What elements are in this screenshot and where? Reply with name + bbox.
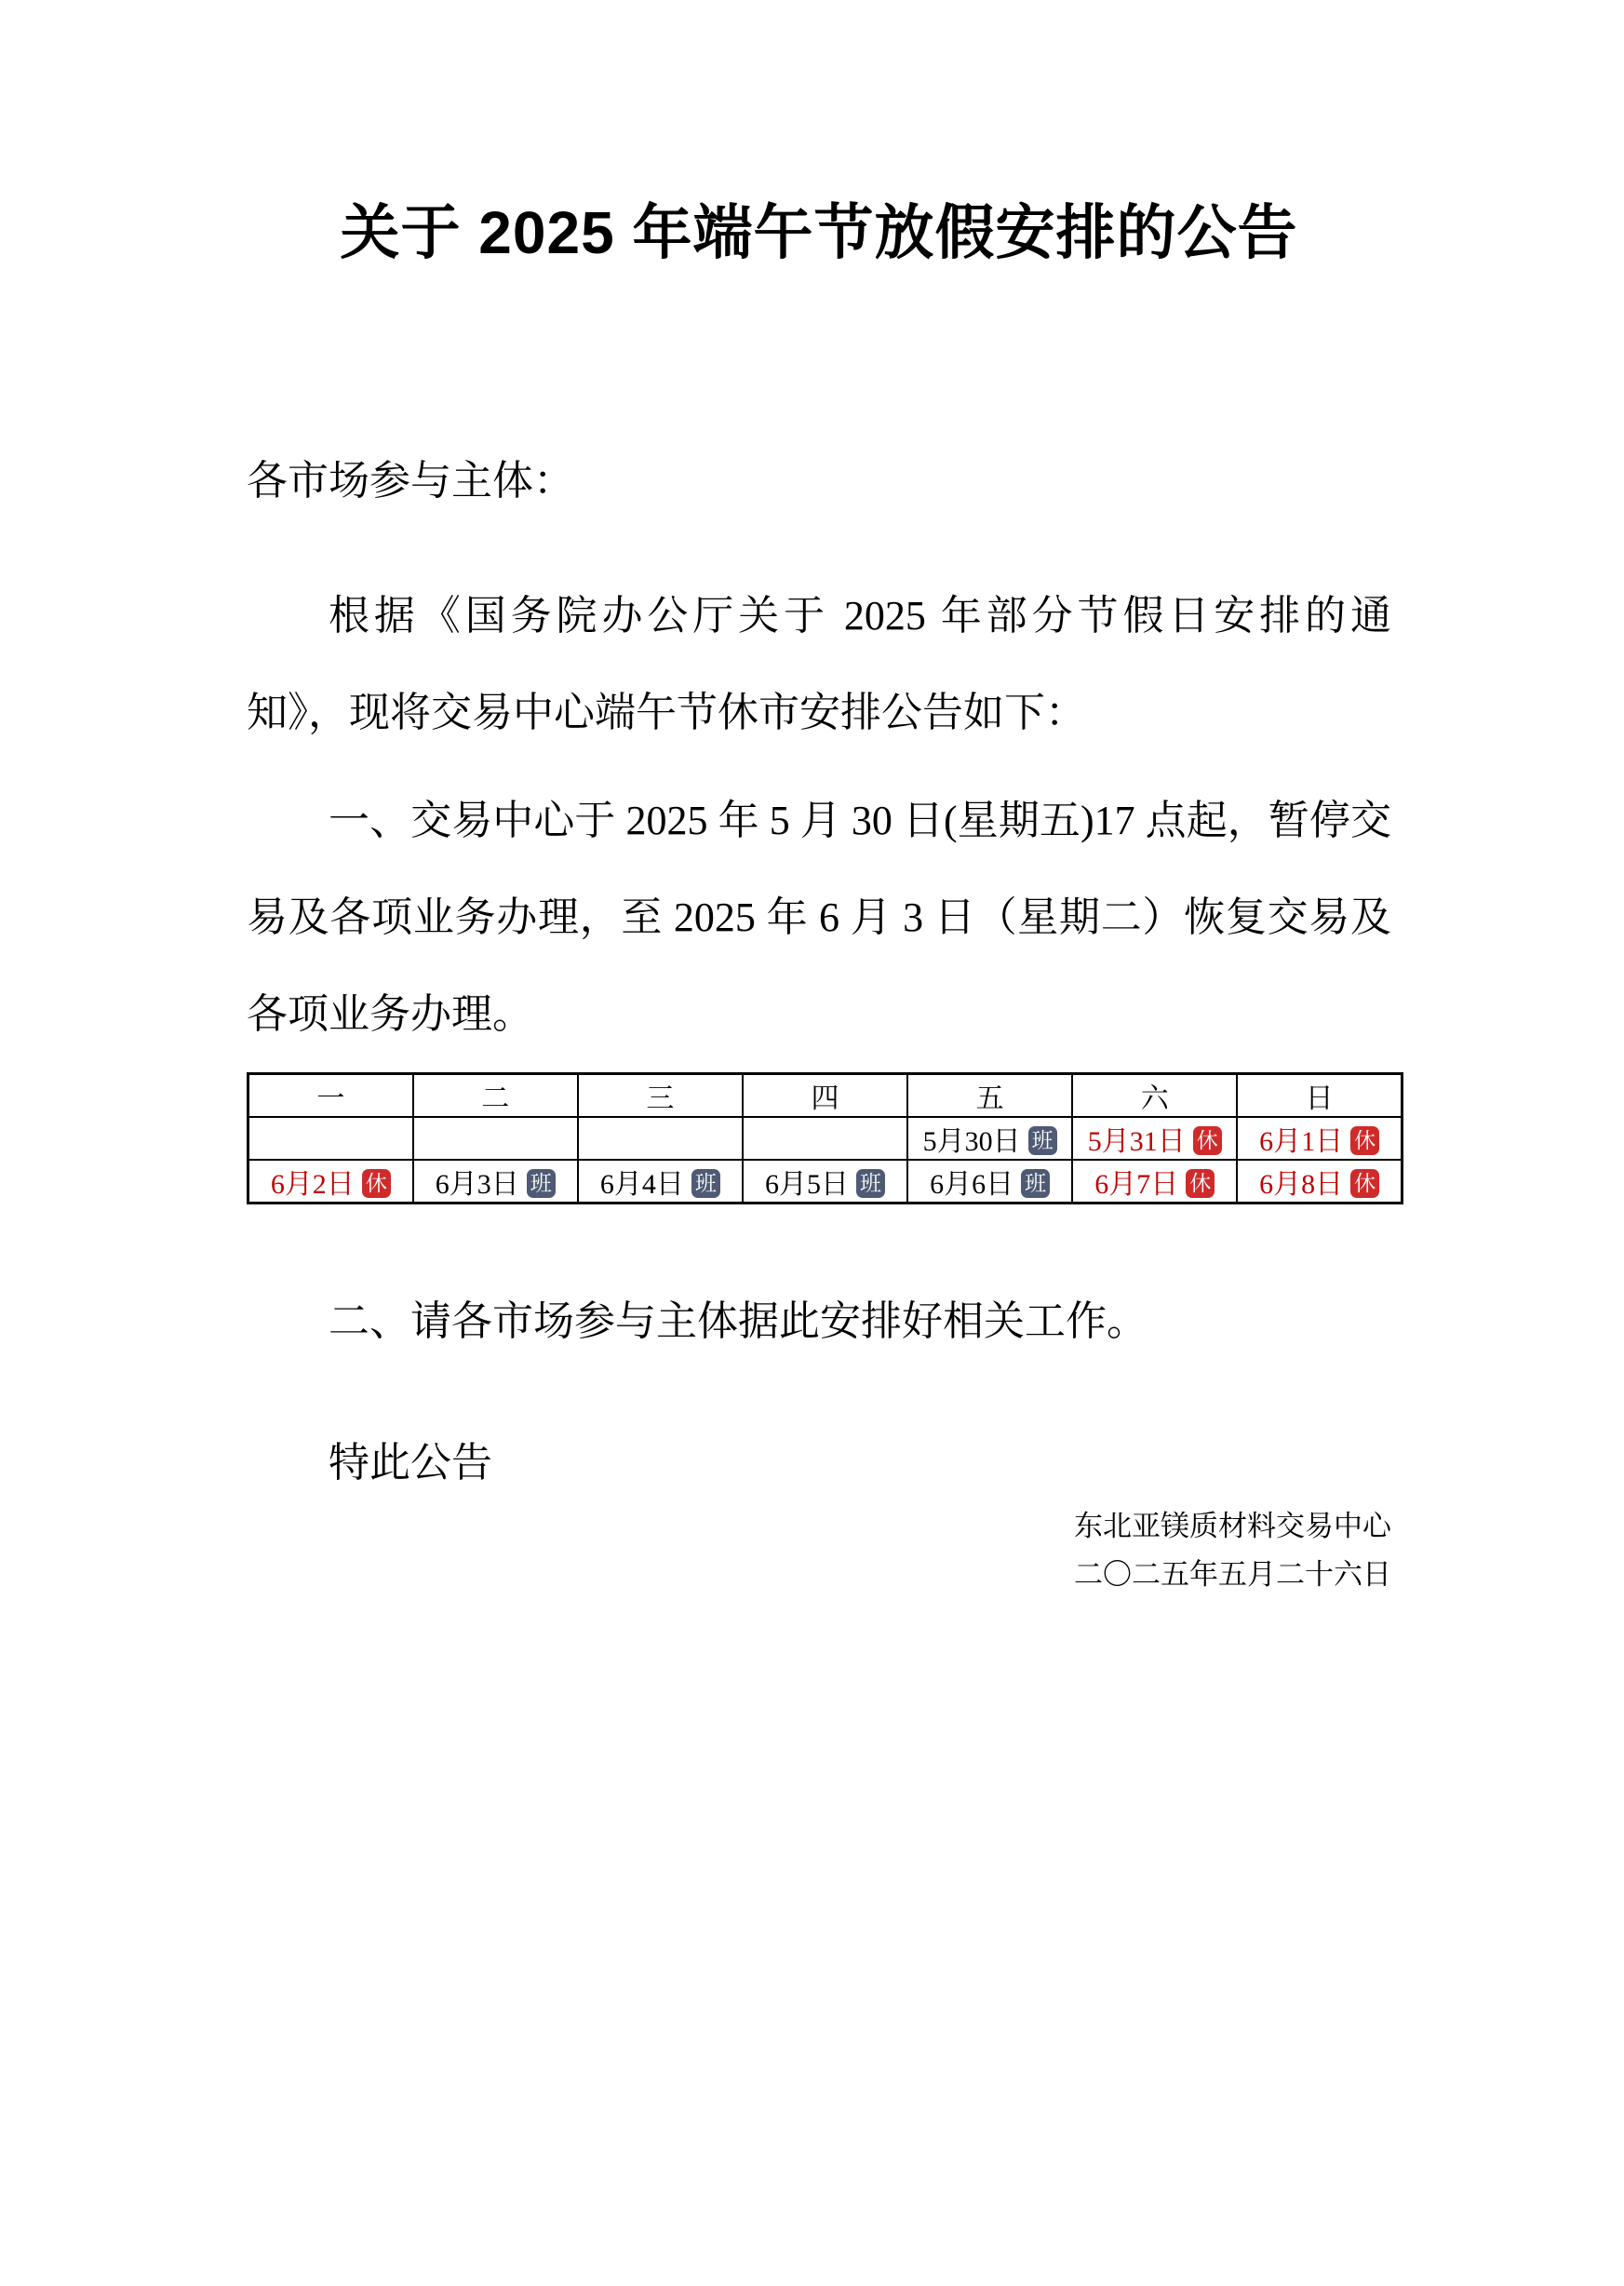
paragraph-basis: 根据《国务院办公厅关于 2025 年部分节假日安排的通知》，现将交易中心端午节休市安排公告如下： — [247, 593, 1391, 735]
page-title: 关于 2025 年端午节放假安排的公告 — [340, 199, 1298, 266]
work-badge: 班 — [691, 1169, 720, 1198]
work-badge: 班 — [1028, 1126, 1057, 1155]
calendar-weekday-header: 日 — [1237, 1074, 1402, 1118]
calendar-cell — [1237, 1160, 1402, 1204]
rest-badge: 休 — [1350, 1169, 1379, 1198]
salutation: 各市场参与主体： — [247, 458, 574, 504]
calendar-row — [248, 1160, 1403, 1204]
calendar-date: 5月31日 — [1087, 1126, 1186, 1157]
calendar-date: 6月5日 — [764, 1169, 849, 1200]
calendar-date: 6月2日 — [270, 1169, 355, 1200]
calendar-weekday-header: 六 — [1072, 1074, 1237, 1118]
rest-badge: 休 — [1186, 1169, 1215, 1198]
calendar-cell — [1072, 1160, 1237, 1204]
work-badge: 班 — [527, 1169, 556, 1198]
calendar-cell — [1072, 1117, 1237, 1160]
calendar-cell — [248, 1160, 413, 1204]
calendar-date: 6月4日 — [599, 1169, 684, 1200]
calendar-weekday-header: 二 — [413, 1074, 578, 1118]
calendar-row — [248, 1117, 1403, 1160]
calendar-date: 6月8日 — [1259, 1169, 1344, 1200]
calendar-date: 6月6日 — [930, 1169, 1014, 1200]
calendar-cell — [743, 1117, 907, 1160]
calendar-cell — [578, 1117, 743, 1160]
rest-badge: 休 — [1193, 1126, 1222, 1155]
calendar-weekday-header: 一 — [248, 1074, 413, 1118]
calendar-cell — [907, 1117, 1072, 1160]
calendar-cell — [907, 1160, 1072, 1204]
signature-date: 二〇二五年五月二十六日 — [1074, 1558, 1391, 1591]
signature-block — [247, 1502, 1391, 1599]
calendar-weekday-header: 四 — [743, 1074, 907, 1118]
calendar-date: 6月1日 — [1259, 1126, 1344, 1157]
calendar-cell — [578, 1160, 743, 1204]
holiday-calendar-table — [247, 1072, 1403, 1204]
rest-badge: 休 — [362, 1169, 391, 1198]
signer-name: 东北亚镁质材料交易中心 — [1074, 1510, 1391, 1542]
calendar-weekday-header: 三 — [578, 1074, 743, 1118]
calendar-header-row — [248, 1074, 1403, 1118]
work-badge: 班 — [856, 1169, 885, 1198]
paragraph-item-2: 二、请各市场参与主体据此安排好相关工作。 — [329, 1298, 1148, 1344]
closing-statement: 特此公告 — [329, 1440, 492, 1486]
calendar-weekday-header: 五 — [907, 1074, 1072, 1118]
calendar-cell — [248, 1117, 413, 1160]
calendar-date: 6月3日 — [435, 1169, 519, 1200]
paragraph-item-1: 一、交易中心于 2025 年 5 月 30 日(星期五)17 点起，暂停交易及各项业务办理，至 2025 年 6 月 3 日（星期二）恢复交易及各项业务办理。 — [247, 798, 1391, 1037]
calendar-cell — [413, 1160, 578, 1204]
calendar-date: 6月7日 — [1094, 1169, 1179, 1200]
work-badge: 班 — [1021, 1169, 1050, 1198]
calendar-cell — [1237, 1117, 1402, 1160]
calendar-body — [248, 1117, 1403, 1204]
rest-badge: 休 — [1350, 1126, 1379, 1155]
calendar-cell — [413, 1117, 578, 1160]
calendar-cell — [743, 1160, 907, 1204]
calendar-date: 5月30日 — [922, 1126, 1021, 1157]
